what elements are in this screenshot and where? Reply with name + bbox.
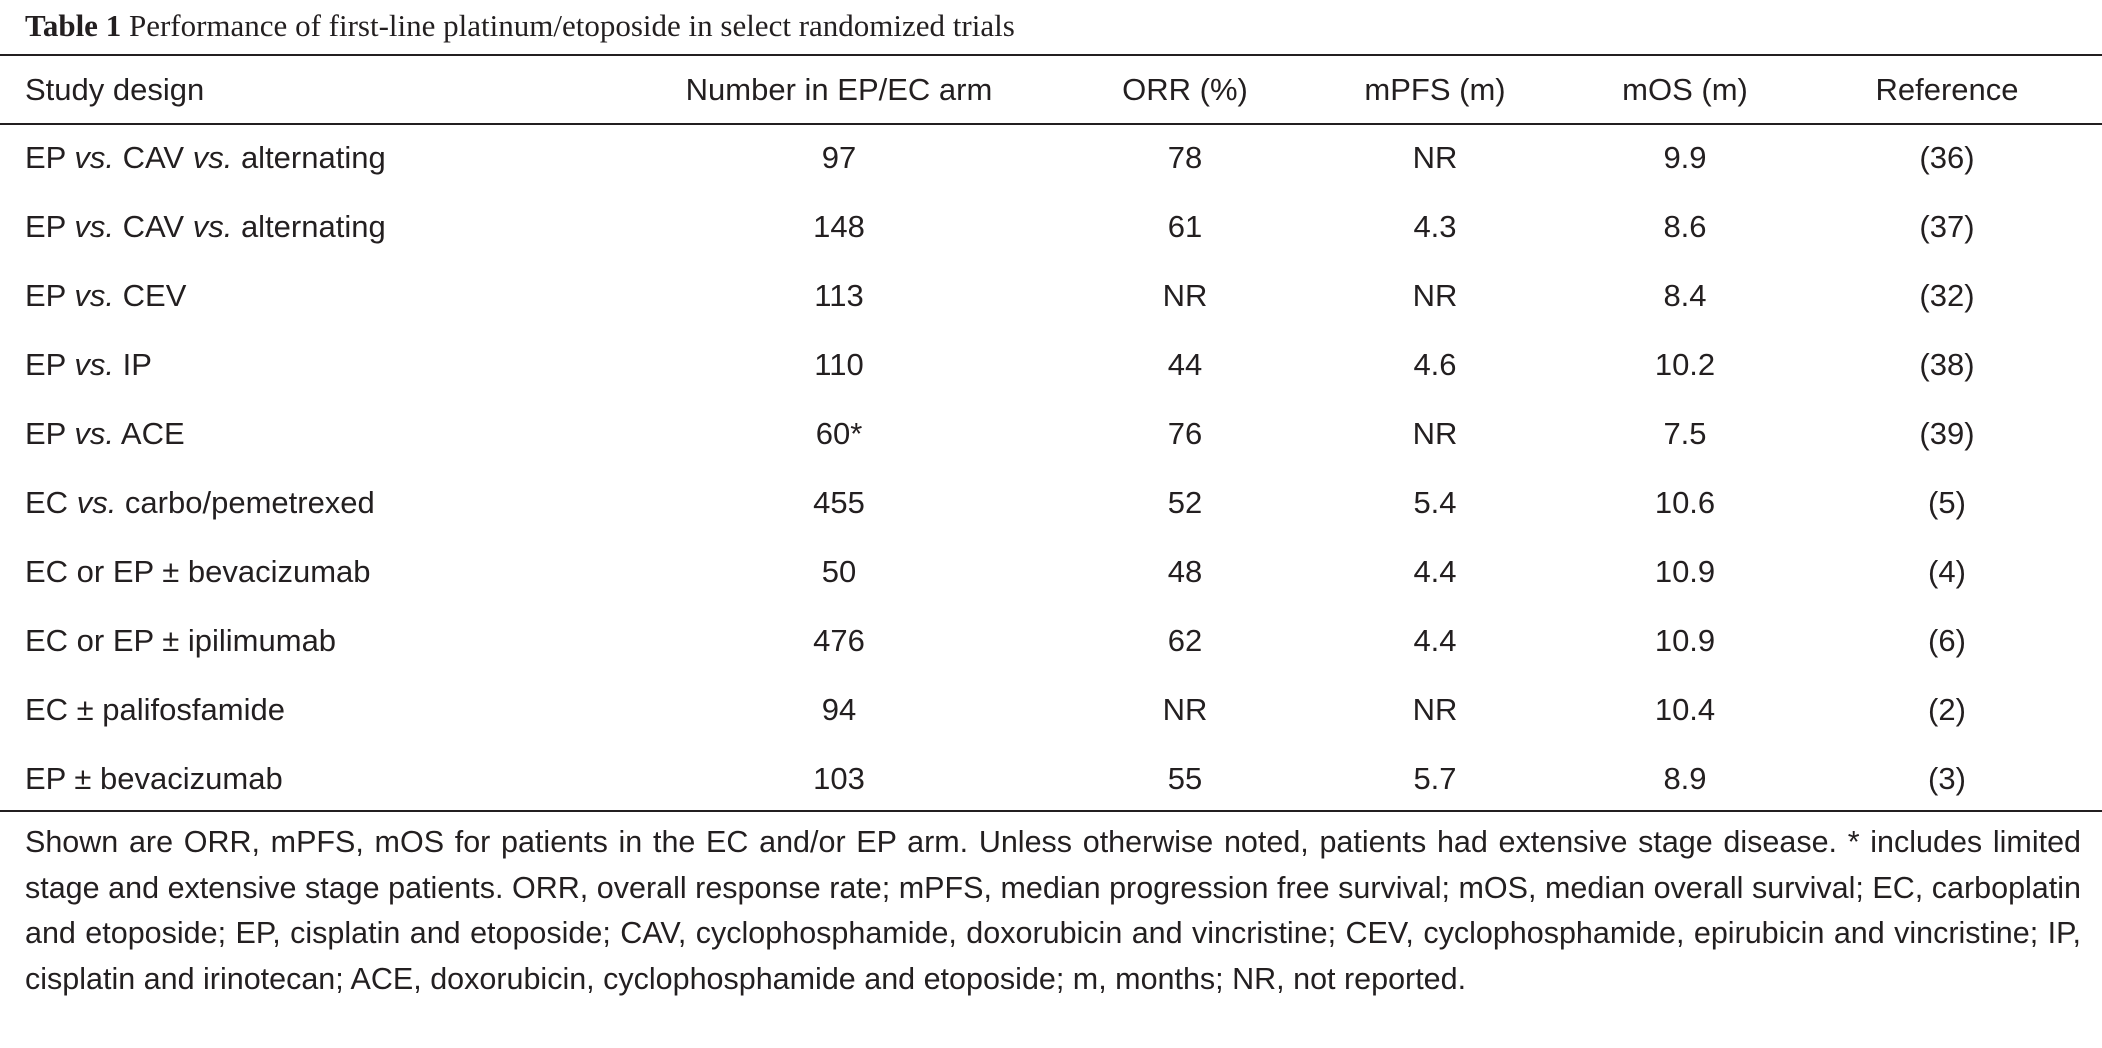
cell-orr: NR (1162, 691, 1208, 727)
cell-mpfs: NR (1412, 277, 1458, 313)
table-title: Performance of first-line platinum/etoposide in select randomized trials (128, 8, 1015, 43)
study-design-part: vs. (74, 346, 115, 382)
cell-study-design (0, 399, 600, 468)
header-mpfs: mPFS (m) (1364, 71, 1506, 107)
cell-mpfs: 5.4 (1413, 484, 1457, 520)
study-design-part: EP (25, 208, 75, 244)
cell-mpfs: NR (1412, 691, 1458, 727)
table-row (0, 537, 2102, 606)
table-row (0, 330, 2102, 399)
study-design-part: vs. (192, 208, 233, 244)
cell-orr: NR (1162, 277, 1208, 313)
cell-number: 113 (814, 277, 864, 313)
cell-orr: 78 (1167, 139, 1203, 175)
cell-study-design (0, 468, 600, 537)
study-design-part: alternating (232, 208, 386, 244)
cell-study-design (0, 744, 600, 813)
cell-number: 94 (821, 691, 857, 727)
cell-reference: (6) (1928, 622, 1966, 658)
cell-reference: (5) (1928, 484, 1966, 520)
study-design-part: vs. (74, 415, 115, 451)
study-design-part: ACE (114, 415, 185, 451)
cell-number: 110 (814, 346, 864, 382)
cell-reference: (38) (1919, 346, 1975, 382)
cell-mpfs: 4.6 (1413, 346, 1457, 382)
cell-number: 103 (813, 760, 865, 796)
study-design-part: vs. (74, 139, 115, 175)
table-row (0, 675, 2102, 744)
cell-mos: 8.9 (1663, 760, 1707, 796)
cell-orr: 55 (1167, 760, 1203, 796)
table-row (0, 744, 2102, 813)
cell-reference: (36) (1919, 139, 1975, 175)
cell-number: 60* (815, 415, 863, 451)
cell-study-design (0, 330, 600, 399)
cell-mpfs: 4.3 (1413, 208, 1457, 244)
study-design-part: IP (114, 346, 152, 382)
cell-mpfs: 4.4 (1413, 553, 1457, 589)
cell-orr: 61 (1167, 208, 1203, 244)
cell-reference: (4) (1928, 553, 1966, 589)
study-design-part: vs. (74, 277, 115, 313)
table-row (0, 606, 2102, 675)
cell-study-design (0, 675, 600, 744)
study-design-part: EP (25, 277, 75, 313)
cell-mos: 8.4 (1663, 277, 1707, 313)
table-label: Table 1 (25, 8, 122, 43)
cell-number: 455 (813, 484, 865, 520)
table-row (0, 261, 2102, 330)
table-row (0, 399, 2102, 468)
study-design-part: EP (25, 346, 75, 382)
study-design-part: carbo/pemetrexed (116, 484, 375, 520)
cell-study-design (0, 606, 600, 675)
cell-mos: 10.6 (1654, 484, 1716, 520)
study-design-part: CEV (114, 277, 187, 313)
study-design-part: vs. (74, 208, 115, 244)
study-design-part: EP (25, 415, 75, 451)
header-reference: Reference (1875, 71, 2019, 107)
cell-mos: 10.2 (1654, 346, 1716, 382)
cell-mos: 9.9 (1663, 139, 1707, 175)
study-design-part: vs. (192, 139, 233, 175)
header-mos: mOS (m) (1622, 71, 1748, 107)
study-design-part: vs. (76, 484, 117, 520)
cell-number: 148 (813, 208, 865, 244)
table-row (0, 123, 2102, 192)
cell-mpfs: 4.4 (1413, 622, 1457, 658)
table-row (0, 468, 2102, 537)
cell-study-design (0, 123, 600, 192)
study-design-part: EC or EP ± bevacizumab (25, 553, 371, 589)
table-body (0, 123, 2102, 813)
header-orr: ORR (%) (1122, 71, 1248, 107)
study-design-part: CAV (114, 208, 193, 244)
cell-number: 50 (821, 553, 857, 589)
study-design-part: EC ± palifosfamide (25, 691, 285, 727)
cell-reference: (32) (1919, 277, 1975, 313)
cell-mos: 8.6 (1663, 208, 1707, 244)
cell-reference: (3) (1928, 760, 1966, 796)
study-design-part: EP ± bevacizumab (25, 760, 283, 796)
table-footnote: Shown are ORR, mPFS, mOS for patients in the EC and/or EP arm. Unless otherwise noted, patients had extensive stage disease. * includes limited stage and extensive stage patients. ORR, overall response rate; mPFS, median progression free survival; mOS, median overall survival; EC, carboplatin and etoposide; EP, cisplatin and etoposide; CAV, cyclophosphamide, doxorubicin and vincristine; CEV, cyclophosphamide, epirubicin and vincristine; IP, cisplatin and irinotecan; ACE, doxorubicin, cyclophosphamide and etoposide; m, months; NR, not reported. (25, 825, 2081, 996)
cell-orr: 48 (1167, 553, 1203, 589)
cell-mos: 7.5 (1663, 415, 1707, 451)
cell-number: 476 (813, 622, 865, 658)
cell-orr: 76 (1167, 415, 1203, 451)
study-design-part: CAV (114, 139, 193, 175)
cell-mpfs: NR (1412, 139, 1458, 175)
cell-study-design (0, 537, 600, 606)
cell-orr: 52 (1167, 484, 1203, 520)
study-design-part: EC or EP ± ipilimumab (25, 622, 337, 658)
study-design-part: alternating (232, 139, 386, 175)
cell-mos: 10.4 (1654, 691, 1716, 727)
cell-reference: (39) (1919, 415, 1975, 451)
trials-table (0, 56, 2102, 813)
study-design-part: EP (25, 139, 75, 175)
table-caption (25, 4, 1015, 48)
cell-reference: (37) (1919, 208, 1975, 244)
cell-orr: 62 (1167, 622, 1203, 658)
cell-mpfs: 5.7 (1413, 760, 1457, 796)
cell-mos: 10.9 (1654, 622, 1716, 658)
table-row (0, 192, 2102, 261)
cell-reference: (2) (1928, 691, 1966, 727)
header-row (0, 56, 2102, 123)
cell-mpfs: NR (1412, 415, 1458, 451)
cell-number: 97 (821, 139, 857, 175)
cell-mos: 10.9 (1654, 553, 1716, 589)
cell-orr: 44 (1167, 346, 1203, 382)
cell-study-design (0, 261, 600, 330)
header-number: Number in EP/EC arm (685, 71, 993, 107)
header-study-design: Study design (25, 71, 205, 107)
cell-study-design (0, 192, 600, 261)
study-design-part: EC (25, 484, 77, 520)
